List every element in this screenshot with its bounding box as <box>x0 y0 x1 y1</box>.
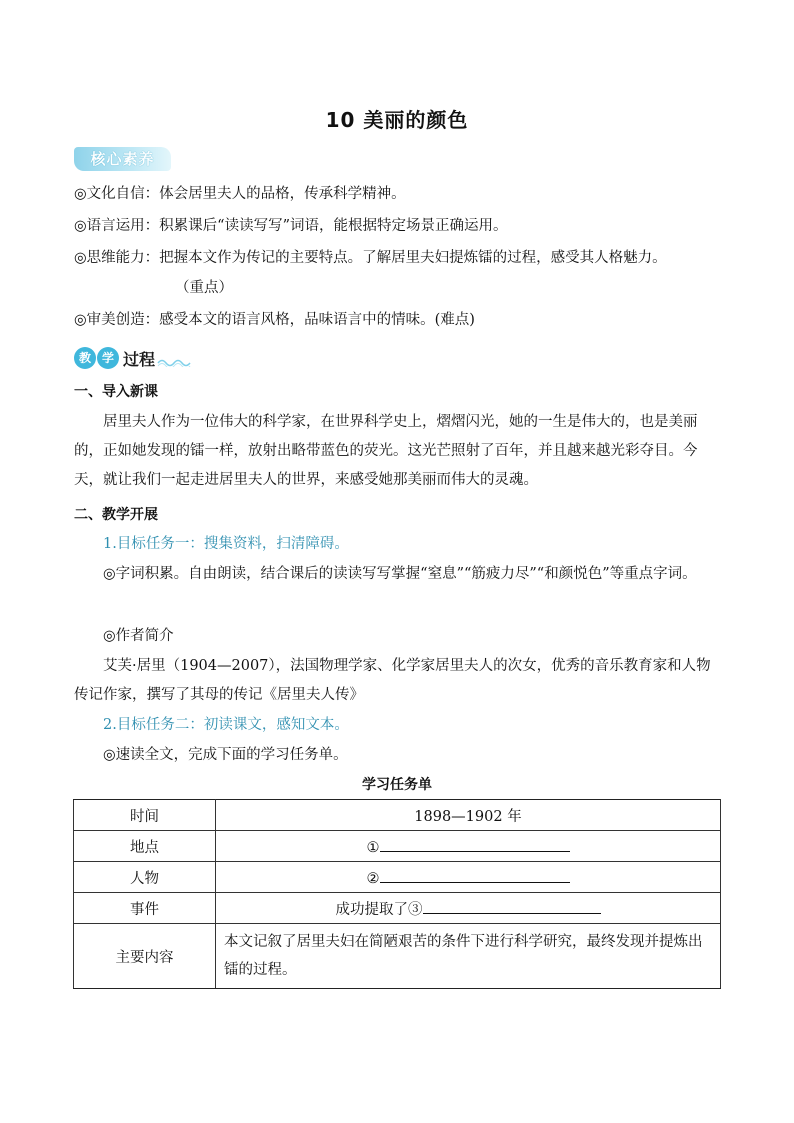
row-value-event <box>216 893 721 924</box>
table-row <box>74 924 721 989</box>
row-value-time: 1898—1902 年 <box>216 800 721 831</box>
process-char-circle-2: 学 <box>97 347 119 369</box>
task-sheet-table <box>73 799 721 989</box>
page-title: 10 美丽的颜色 <box>325 108 469 132</box>
task-sheet-title: 学习任务单 <box>362 777 432 793</box>
core-item-key-point: （重点） <box>175 280 233 296</box>
blank-marker-3: 成功提取了③ <box>335 901 423 918</box>
section-1-heading: 一、导入新课 <box>74 384 158 400</box>
row-value-main-content: 本文记叙了居里夫妇在简陋艰苦的条件下进行科学研究，最终发现并提炼出镭的过程。 <box>216 924 721 989</box>
row-label-place: 地点 <box>74 831 216 862</box>
section-2-heading: 二、教学开展 <box>74 507 158 523</box>
process-heading-text: 过程 <box>123 349 156 369</box>
row-label-person: 人物 <box>74 862 216 893</box>
row-value-person <box>216 862 721 893</box>
blank-marker-2: ② <box>366 871 380 887</box>
blank-marker-1: ① <box>366 840 380 856</box>
table-row <box>74 862 721 893</box>
task-1-heading: 1.目标任务一：搜集资料，扫清障碍。 <box>103 536 349 552</box>
table-row <box>74 800 721 831</box>
core-item-aesthetic: ◎审美创造：感受本文的语言风格，品味语言中的情味。(难点) <box>74 312 475 328</box>
row-value-place <box>216 831 721 862</box>
row-label-time: 时间 <box>74 800 216 831</box>
table-row <box>74 893 721 924</box>
author-intro-paragraph: 艾芙·居里（1904—2007），法国物理学家、化学家居里夫人的次女，优秀的音乐教育家和人物传记作家，撰写了其母的传记《居里夫人传》 <box>74 658 711 703</box>
reading-instruction: ◎速读全文，完成下面的学习任务单。 <box>103 747 348 763</box>
table-row <box>74 831 721 862</box>
core-competency-badge: 核心素养 <box>74 147 171 171</box>
vocab-paragraph: ◎字词积累。自由朗读，结合课后的读读写写掌握“窒息”“筋疲力尽”“和颜悦色”等重点字词。 <box>103 566 697 582</box>
section-1-paragraph: 居里夫人作为一位伟大的科学家，在世界科学史上，熠熠闪光，她的一生是伟大的，也是美丽的，正如她发现的镭一样，放射出略带蓝色的荧光。这光芒照射了百年，并且越来越光彩夺目。今天，就让我们一起走进居里夫人的世界，来感受她那美丽而伟大的灵魂。 <box>74 414 698 488</box>
fill-blank-2[interactable] <box>380 867 570 883</box>
row-label-event: 事件 <box>74 893 216 924</box>
core-item-thinking: ◎思维能力：把握本文作为传记的主要特点。了解居里夫妇提炼镭的过程，感受其人格魅力。 <box>74 250 667 266</box>
core-item-culture: ◎文化自信：体会居里夫人的品格，传承科学精神。 <box>74 186 406 202</box>
teaching-process-heading <box>74 345 191 371</box>
wave-decoration-icon <box>157 357 191 367</box>
fill-blank-3[interactable] <box>423 898 601 914</box>
process-char-circle-1: 教 <box>74 347 96 369</box>
core-item-language: ◎语言运用：积累课后“读读写写”词语，能根据特定场景正确运用。 <box>74 218 508 234</box>
fill-blank-1[interactable] <box>380 836 570 852</box>
task-2-heading: 2.目标任务二：初读课文，感知文本。 <box>103 717 349 733</box>
author-intro-heading: ◎作者简介 <box>103 628 174 644</box>
row-label-main-content: 主要内容 <box>74 924 216 989</box>
